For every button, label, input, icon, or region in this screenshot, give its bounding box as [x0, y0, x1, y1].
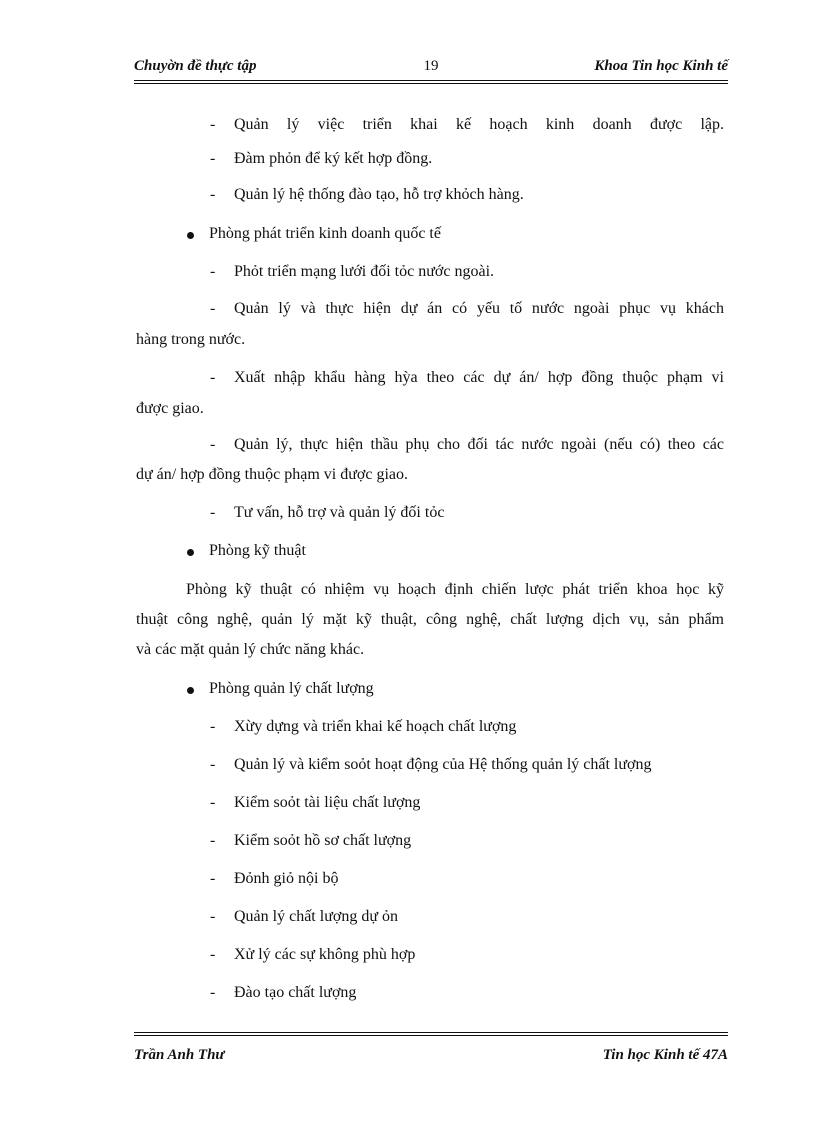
list-item: Quản lý, thực hiện thầu phụ cho đối tác nước ngoài (nếu có) theo các	[234, 436, 724, 453]
dash-marker: -	[210, 186, 216, 203]
list-item: Quản lý và kiểm soỏt hoạt động của Hệ thống quản lý chất lượng	[234, 756, 652, 773]
dash-marker: -	[210, 870, 216, 887]
paragraph-line: Phòng kỹ thuật có nhiệm vụ hoạch định chiến lược phát triển khoa học kỹ	[186, 581, 724, 598]
list-item: Quản lý và thực hiện dự án có yếu tố nước ngoài phục vụ khách	[234, 300, 724, 317]
header-left: Chuyờn đề thực tập	[134, 58, 257, 74]
list-item: Kiểm soỏt tài liệu chất lượng	[234, 794, 421, 811]
list-item: Tư vấn, hỗ trợ và quản lý đối tỏc	[234, 504, 445, 521]
list-item: Đàm phỏn để ký kết hợp đồng.	[234, 150, 433, 167]
dash-marker: -	[210, 300, 216, 317]
list-item: Xử lý các sự không phù hợp	[234, 946, 416, 963]
dash-marker: -	[210, 756, 216, 773]
dash-marker: -	[210, 832, 216, 849]
bullet-dot	[187, 687, 194, 694]
dash-marker: -	[210, 984, 216, 1001]
dash-marker: -	[210, 794, 216, 811]
list-item: Quản lý chất lượng dự ỏn	[234, 908, 398, 925]
bullet-dot	[187, 232, 194, 239]
footer-right: Tin học Kinh tế 47A	[602, 1047, 728, 1063]
list-item: Quản lý việc triển khai kế hoạch kinh doanh được lập.	[234, 116, 724, 133]
list-item-continuation: hàng trong nước.	[136, 331, 246, 348]
list-item-continuation: được giao.	[136, 400, 204, 417]
dash-marker: -	[210, 369, 216, 386]
dash-marker: -	[210, 908, 216, 925]
footer-rule	[134, 1032, 728, 1033]
section-heading: Phòng quản lý chất lượng	[209, 680, 374, 697]
header-rule-2	[134, 83, 728, 84]
page-footer	[134, 1047, 728, 1069]
dash-marker: -	[210, 718, 216, 735]
dash-marker: -	[210, 436, 216, 453]
paragraph-line: và các mặt quản lý chức năng khác.	[136, 641, 365, 658]
dash-marker: -	[210, 150, 216, 167]
list-item-continuation: dự án/ hợp đồng thuộc phạm vi được giao.	[136, 466, 408, 483]
section-heading: Phòng kỹ thuật	[209, 542, 306, 559]
list-item: Đào tạo chất lượng	[234, 984, 357, 1001]
dash-marker: -	[210, 504, 216, 521]
header-rule	[134, 80, 728, 81]
list-item: Phỏt triển mạng lưới đối tỏc nước ngoài.	[234, 263, 495, 280]
dash-marker: -	[210, 946, 216, 963]
list-item: Xừy dựng và triển khai kế hoạch chất lượng	[234, 718, 517, 735]
list-item: Kiểm soỏt hồ sơ chất lượng	[234, 832, 412, 849]
footer-left: Trần Anh Thư	[134, 1047, 225, 1063]
footer-rule-2	[134, 1035, 728, 1036]
list-item: Xuất nhập khẩu hàng hỳa theo các dự án/ hợp đồng thuộc phạm vi	[234, 369, 724, 386]
list-item: Đỏnh giỏ nội bộ	[234, 870, 339, 887]
header-right: Khoa Tin học Kinh tế	[594, 58, 728, 74]
page-number: 19	[423, 58, 439, 74]
bullet-dot	[187, 549, 194, 556]
section-heading: Phòng phát triển kinh doanh quốc tế	[209, 225, 441, 242]
dash-marker: -	[210, 263, 216, 280]
dash-marker: -	[210, 116, 216, 133]
paragraph-line: thuật công nghệ, quản lý mặt kỹ thuật, công nghệ, chất lượng dịch vụ, sản phẩm	[136, 611, 724, 628]
list-item: Quản lý hệ thống đào tạo, hỗ trợ khỏch hàng.	[234, 186, 524, 203]
page-header	[134, 58, 728, 80]
